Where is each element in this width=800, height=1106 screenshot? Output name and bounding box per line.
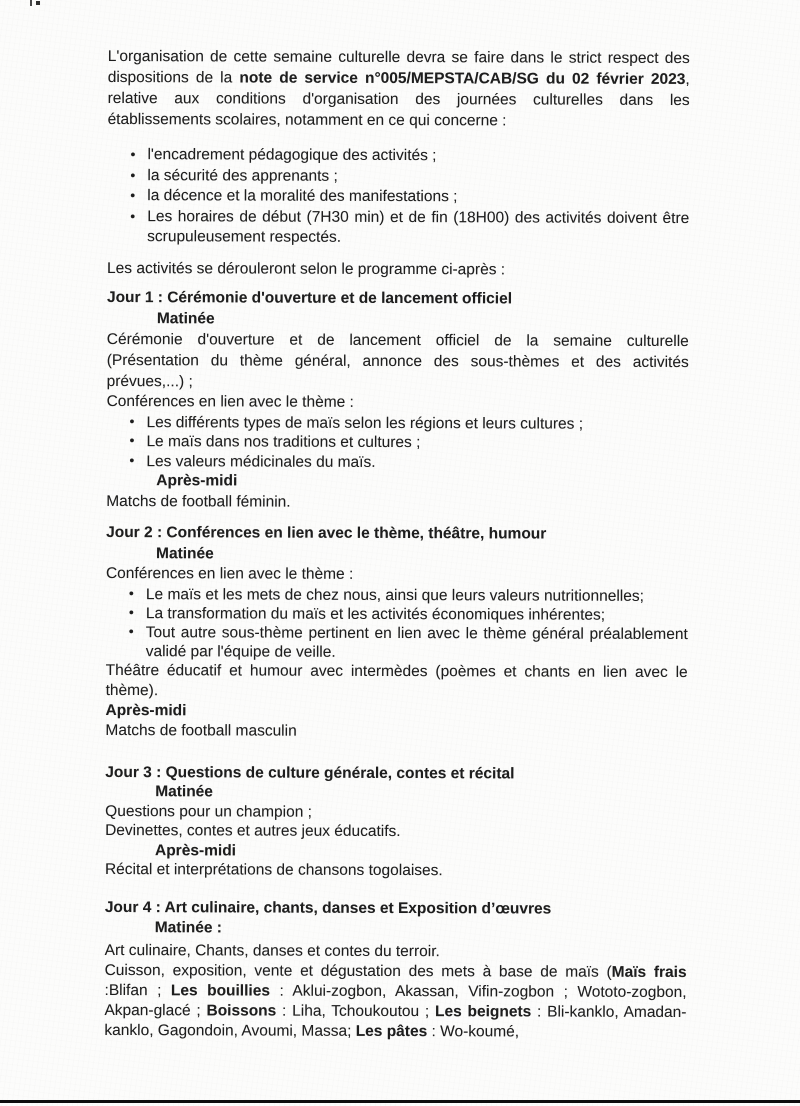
- menu-text: : Wo-koumé,: [427, 1023, 520, 1041]
- day1-title: Jour 1 : Cérémonie d'ouverture et de lancement officiel: [106, 288, 513, 308]
- day1-morning-label: Matinée: [156, 309, 215, 327]
- intro-text-after: , relative aux conditions d'organisation des journées culturelles dans les établissements scolaires, notamment en ce qui concerne :: [107, 70, 690, 130]
- day2-morning-label: Matinée: [156, 544, 214, 562]
- day3-morning-label: Matinée: [155, 783, 213, 801]
- day4-activities-line: Art culinaire, Chants, danses et contes du terroir.: [104, 941, 440, 960]
- list-item: • Les valeurs médicinales du maïs.: [146, 452, 688, 473]
- day3-morning-line: Questions pour un champion ;: [105, 802, 312, 821]
- list-item: • Tout autre sous-thème pertinent en lien avec le thème général préalablement validé par l'équipe de veille.: [146, 623, 688, 663]
- menu-text: : Bli-kanklo, Amadan-kanklo, Gagondoin, Avoumi, Massa;: [104, 1003, 687, 1040]
- day1-afternoon-label: Après-midi: [156, 472, 238, 490]
- day3-afternoon-label: Après-midi: [155, 841, 237, 859]
- day4-title: Jour 4 : Art culinaire, chants, danses et Exposition d’œuvres: [104, 898, 552, 918]
- list-item: • Les différents types de maïs selon les régions et leurs cultures ;: [146, 413, 688, 434]
- menu-text: : Liha, Tchoukoutou ;: [276, 1002, 436, 1021]
- day2-theatre-paragraph: Théâtre éducatif et humour avec intermèdes (poèmes et chants en lien avec le thème).: [105, 661, 688, 699]
- day2-section: [105, 523, 688, 744]
- list-item: • l'encadrement pédagogique des activités ;: [147, 145, 689, 167]
- day1-conference-lead: Conférences en lien avec le thème :: [106, 392, 354, 411]
- list-item: • Le maïs et les mets de chez nous, ainsi que leurs valeurs nutritionnelles;: [146, 585, 688, 606]
- list-item: • la décence et la moralité des manifestations ;: [147, 186, 689, 208]
- day4-section: [104, 897, 686, 1043]
- day2-afternoon-label: Après-midi: [105, 701, 187, 719]
- day1-section: [106, 288, 689, 514]
- intro-paragraph: [108, 46, 690, 132]
- menu-category-beignets: Les beignets: [435, 1003, 532, 1021]
- menu-category-mais-frais: Maïs frais: [611, 963, 687, 982]
- day3-section: [105, 762, 687, 881]
- day3-morning-line: Devinettes, contes et autres jeux éducatifs.: [105, 821, 401, 841]
- intro-text-before: L'organisation de cette semaine culturelle devra se faire dans le strict respect des dispositions de la: [107, 47, 690, 87]
- list-item: • Les horaires de début (7H30 min) et de fin (18H00) des activités doivent être scrupuleusement respectés.: [147, 207, 689, 250]
- day1-bullet-list: [106, 412, 688, 473]
- menu-text: :Blifan ;: [104, 981, 171, 1000]
- day2-title: Jour 2 : Conférences en lien avec le thème, théâtre, humour: [106, 523, 547, 543]
- menu-category-pates: Les pâtes: [355, 1022, 428, 1041]
- day2-conference-lead: Conférences en lien avec le thème :: [105, 564, 354, 583]
- day1-opening-paragraph: Cérémonie d'ouverture et de lancement officiel de la semaine culturelle (Présentation du thème général, annonce des sous-thèmes et des activités prévues,...) ;: [106, 330, 689, 391]
- menu-text: Cuisson, exposition, vente et dégustation des mets à base de maïs (: [104, 961, 612, 981]
- day4-morning-label: Matinée :: [154, 919, 222, 937]
- menu-text: : Aklui-zogbon, Akassan, Vifin-zogbon ; Wototo-zogbon, Akpan-glacé ;: [104, 982, 687, 1020]
- menu-category-bouillies: Les bouillies: [170, 982, 271, 1000]
- programme-lead: Les activités se dérouleront selon le programme ci-après :: [107, 259, 506, 278]
- scanner-edge-line: [0, 1100, 800, 1103]
- day3-title: Jour 3 : Questions de culture générale, contes et récital: [105, 763, 515, 782]
- list-item: • La transformation du maïs et les activités économiques inhérentes;: [146, 604, 688, 625]
- menu-category-boissons: Boissons: [206, 1002, 277, 1020]
- day3-afternoon-text: Récital et interprétations de chansons togolaises.: [104, 860, 443, 880]
- note-de-service-reference: note de service n°005/MEPSTA/CAB/SG du 02 février 2023: [239, 69, 686, 88]
- day4-menu-paragraph: [104, 961, 686, 1043]
- intro-bullet-list: [107, 145, 689, 250]
- day2-afternoon-text: Matchs de football masculin: [105, 721, 297, 740]
- list-item: • la sécurité des apprenants ;: [147, 166, 689, 188]
- day2-bullet-list: [106, 584, 688, 662]
- list-item: • Le maïs dans nos traditions et cultures ;: [146, 432, 688, 453]
- day1-afternoon-text: Matchs de football féminin.: [106, 492, 291, 511]
